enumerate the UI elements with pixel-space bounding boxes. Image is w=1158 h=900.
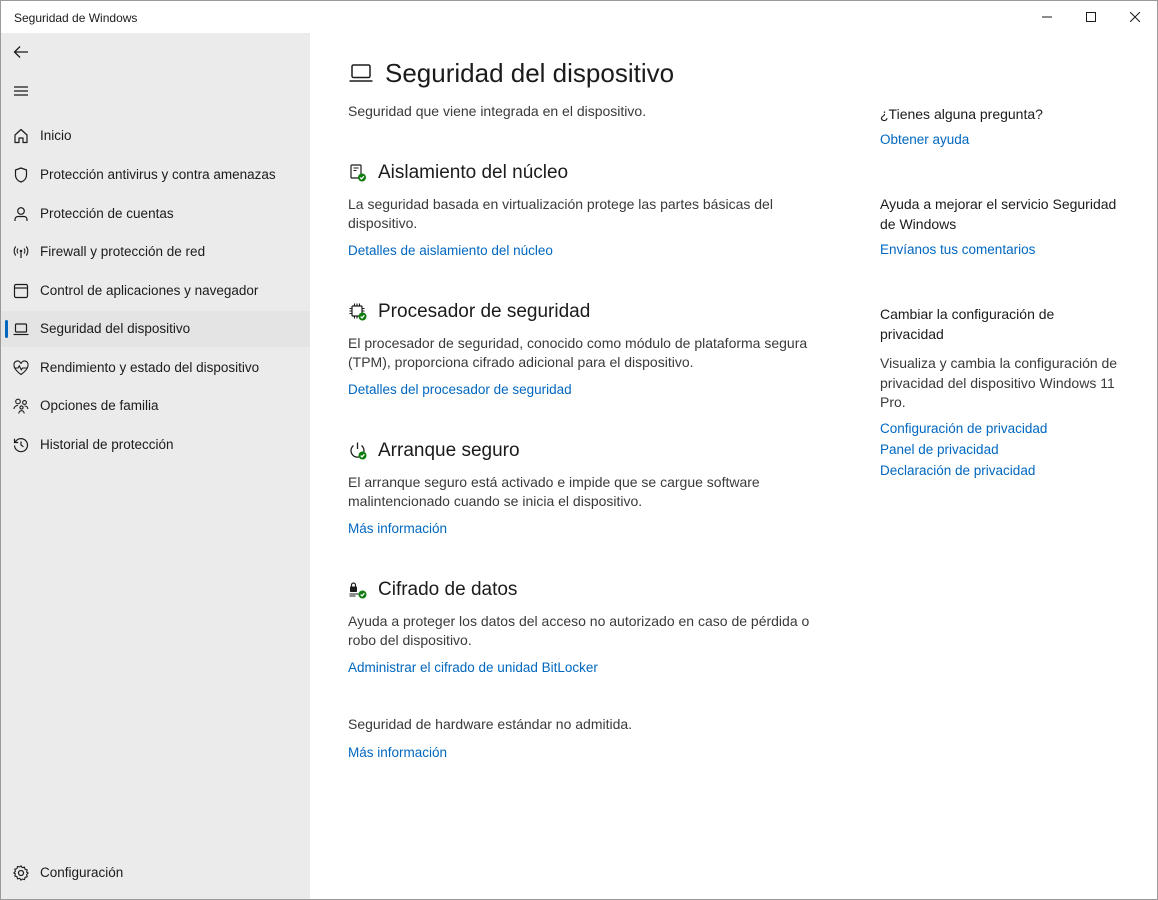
close-icon bbox=[1130, 12, 1140, 22]
sidebar-item-label: Rendimiento y estado del dispositivo bbox=[40, 360, 260, 375]
sidebar-item-firewall[interactable] bbox=[1, 234, 310, 270]
hardware-more-info-link[interactable]: Más información bbox=[348, 745, 448, 760]
sidebar-item-label: Configuración bbox=[40, 865, 124, 880]
section-title: Procesador de seguridad bbox=[378, 301, 591, 322]
sidebar-item-configuracion[interactable] bbox=[1, 855, 310, 891]
page-title: Seguridad del dispositivo bbox=[385, 57, 675, 88]
bitlocker-manage-link[interactable]: Administrar el cifrado de unidad BitLocker bbox=[348, 660, 598, 675]
privacy-description: Visualiza y cambia la configuración de privacidad del dispositivo Windows 11 Pro. bbox=[880, 355, 1118, 410]
app-window-icon bbox=[12, 282, 30, 300]
sidebar-item-rendimiento[interactable] bbox=[1, 350, 310, 386]
privacy-settings-link[interactable]: Configuración de privacidad bbox=[880, 420, 1048, 436]
security-processor-icon bbox=[348, 302, 368, 322]
history-icon bbox=[12, 436, 30, 454]
gear-icon bbox=[12, 864, 30, 882]
title-bar bbox=[1, 1, 1157, 33]
section-description: El procesador de seguridad, conocido como módulo de plataforma segura (TPM), proporciona cifrado adicional para el dispositivo. bbox=[348, 335, 808, 370]
back-button[interactable] bbox=[7, 38, 35, 66]
section-title: Aislamiento del núcleo bbox=[378, 162, 569, 183]
privacy-statement-link[interactable]: Declaración de privacidad bbox=[880, 462, 1036, 478]
secure-boot-icon bbox=[348, 441, 368, 461]
hardware-security-note: Seguridad de hardware estándar no admitida. bbox=[348, 716, 633, 732]
main-content bbox=[310, 33, 1157, 899]
privacy-dashboard-link[interactable]: Panel de privacidad bbox=[880, 441, 999, 457]
data-encryption-icon bbox=[348, 580, 368, 600]
page-subtitle: Seguridad que viene integrada en el dispositivo. bbox=[348, 103, 647, 119]
sidebar-item-label: Firewall y protección de red bbox=[40, 244, 206, 259]
feedback-heading: Ayuda a mejorar el servicio Seguridad de Windows bbox=[880, 196, 1117, 232]
get-help-link[interactable]: Obtener ayuda bbox=[880, 132, 970, 147]
send-feedback-link[interactable]: Envíanos tus comentarios bbox=[880, 242, 1036, 257]
section-description: La seguridad basada en virtualización protege las partes básicas del dispositivo. bbox=[348, 196, 773, 231]
sidebar-item-antivirus[interactable] bbox=[1, 157, 310, 193]
sidebar-item-cuentas[interactable] bbox=[1, 196, 310, 232]
maximize-button[interactable] bbox=[1069, 1, 1113, 33]
sidebar bbox=[1, 33, 310, 899]
sidebar-item-label: Inicio bbox=[40, 128, 72, 143]
family-icon bbox=[12, 397, 30, 415]
sidebar-item-familia[interactable] bbox=[1, 388, 310, 424]
sidebar-item-label: Protección de cuentas bbox=[40, 206, 174, 221]
sidebar-item-label: Seguridad del dispositivo bbox=[40, 321, 191, 336]
question-block bbox=[880, 104, 1120, 147]
heart-pulse-icon bbox=[12, 359, 30, 377]
section-arranque-seguro bbox=[348, 438, 838, 538]
sidebar-item-dispositivo[interactable] bbox=[1, 311, 310, 347]
sidebar-item-label: Control de aplicaciones y navegador bbox=[40, 283, 259, 298]
sidebar-item-label: Opciones de familia bbox=[40, 398, 159, 413]
privacy-block bbox=[880, 304, 1120, 478]
secure-boot-more-info-link[interactable]: Más información bbox=[348, 521, 448, 536]
sidebar-item-historial[interactable] bbox=[1, 427, 310, 463]
menu-button[interactable] bbox=[7, 77, 35, 105]
sidebar-item-aplicaciones[interactable] bbox=[1, 273, 310, 309]
section-title: Cifrado de datos bbox=[378, 579, 518, 600]
close-button[interactable] bbox=[1113, 1, 1157, 33]
home-icon bbox=[12, 127, 30, 145]
privacy-heading: Cambiar la configuración de privacidad bbox=[880, 306, 1055, 342]
minimize-icon bbox=[1042, 12, 1052, 22]
section-aislamiento-nucleo bbox=[348, 160, 838, 260]
section-cifrado-datos bbox=[348, 577, 838, 677]
active-indicator bbox=[5, 320, 8, 338]
sidebar-item-inicio[interactable] bbox=[1, 118, 310, 154]
core-isolation-icon bbox=[348, 163, 368, 183]
maximize-icon bbox=[1086, 12, 1096, 22]
section-description: Ayuda a proteger los datos del acceso no autorizado en caso de pérdida o robo del dispositivo. bbox=[348, 613, 810, 648]
person-icon bbox=[12, 205, 30, 223]
section-procesador-seguridad bbox=[348, 299, 838, 399]
question-heading: ¿Tienes alguna pregunta? bbox=[880, 106, 1043, 122]
shield-icon bbox=[12, 166, 30, 184]
back-arrow-icon bbox=[12, 43, 30, 61]
sidebar-item-label: Historial de protección bbox=[40, 437, 174, 452]
laptop-icon bbox=[12, 320, 30, 338]
hamburger-icon bbox=[12, 82, 30, 100]
laptop-icon bbox=[348, 60, 374, 86]
feedback-block bbox=[880, 194, 1120, 257]
security-processor-details-link[interactable]: Detalles del procesador de seguridad bbox=[348, 382, 572, 397]
sidebar-item-label: Protección antivirus y contra amenazas bbox=[40, 167, 276, 182]
core-isolation-details-link[interactable]: Detalles de aislamiento del núcleo bbox=[348, 243, 553, 258]
minimize-button[interactable] bbox=[1025, 1, 1069, 33]
section-title: Arranque seguro bbox=[378, 440, 520, 461]
window-title: Seguridad de Windows bbox=[14, 11, 138, 25]
page-header bbox=[348, 55, 674, 91]
section-description: El arranque seguro está activado e impide que se cargue software malintencionado cuando se inicia el dispositivo. bbox=[348, 474, 760, 509]
wifi-antenna-icon bbox=[12, 243, 30, 261]
